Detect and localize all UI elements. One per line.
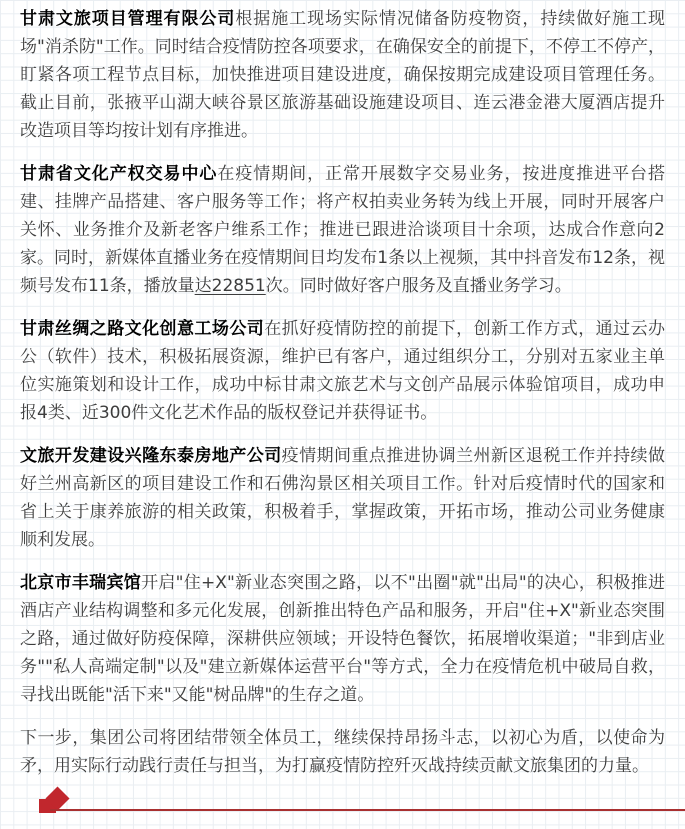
paragraph-text-3: 在抓好疫情防控的前提下，创新工作方式，通过云办公（软件）技术，积极拓展资源，维护已有客户，通过组织分工，分别对五家业主单位实施策划和设计工作，成功中标甘肃文旅艺术与文创产品展示体验馆项目，成功申报4类、近300件文化艺术作品的版权登记并获得证书。 (20, 319, 666, 423)
paragraph-company-1 (20, 5, 665, 145)
company-name-2: 甘肃省文化产权交易中心 (20, 164, 218, 184)
paragraph-text-1: 根据施工现场实际情况储备防疫物资，持续做好施工现场"消杀防"工作。同时结合疫情防控各项要求，在确保安全的前提下，不停工不停产，盯紧各项工程节点目标，加快推进项目建设进度，确保按期完成建设项目管理任务。截止目前，张掖平山湖大峡谷景区旅游基础设施建设项目、连云港金港大厦酒店提升改造项目等均按计划有序推进。 (20, 9, 666, 141)
paragraph-text-2b: 次。同时做好客户服务及直播业务学习。 (265, 276, 572, 296)
company-name-1: 甘肃文旅项目管理有限公司 (20, 9, 236, 29)
paragraph-text-4: 疫情期间重点推进协调兰州新区退税工作并持续做好兰州高新区的项目建设工作和石佛沟景区相关项目工作。针对后疫情时代的国家和省上关于康养旅游的相关政策，积极着手，掌握政策，开拓市场，推动公司业务健康顺利发展。 (20, 446, 666, 550)
company-name-3: 甘肃丝绸之路文化创意工场公司 (20, 319, 265, 339)
paragraph-text-5: 开启"住+X"新业态突围之路，以不"出圈"就"出局"的决心，积极推进酒店产业结构调整和多元化发展，创新推出特色产品和服务，开启"住+X"新业态突围之路，通过做好防疫保障，深耕供应领域；开设特色餐饮，拓展增收渠道；"非到店业务""私人高端定制"以及"建立新媒体运营平台"等方式，全力在疫情危机中破局自救，寻找出既能"活下来"又能"树品牌"的生存之道。 (20, 573, 665, 705)
paragraph-text-6: 下一步，集团公司将团结带领全体员工，继续保持昂扬斗志，以初心为盾，以使命为矛，用实际行动践行责任与担当，为打赢疫情防控歼灭战持续贡献文旅集团的力量。 (20, 728, 665, 776)
company-name-5: 北京市丰瑞宾馆 (20, 573, 142, 593)
paragraph-company-2 (20, 160, 665, 300)
paragraph-company-3 (20, 315, 665, 427)
paragraph-company-4 (20, 442, 665, 554)
red-divider-line (50, 809, 685, 811)
paragraph-company-5 (20, 569, 665, 709)
paragraph-text-2a: 在疫情期间，正常开展数字交易业务，按进度推进平台搭建、挂牌产品搭建、客户服务等工作；将产权拍卖业务转为线上开展，同时开展客户关怀、业务推介及新老客户维系工作；推进已跟进洽谈项目十余项，达成合作意向2家。同时，新媒体直播业务在疫情期间日均发布1条以上视频，其中抖音发布12条，视频号发布11条，播放量 (20, 164, 666, 296)
paragraph-closing (20, 724, 665, 780)
company-name-4: 文旅开发建设兴隆东泰房地产公司 (20, 446, 282, 466)
underlined-play-count: 达22851 (194, 276, 266, 296)
footer-decoration (20, 790, 665, 822)
